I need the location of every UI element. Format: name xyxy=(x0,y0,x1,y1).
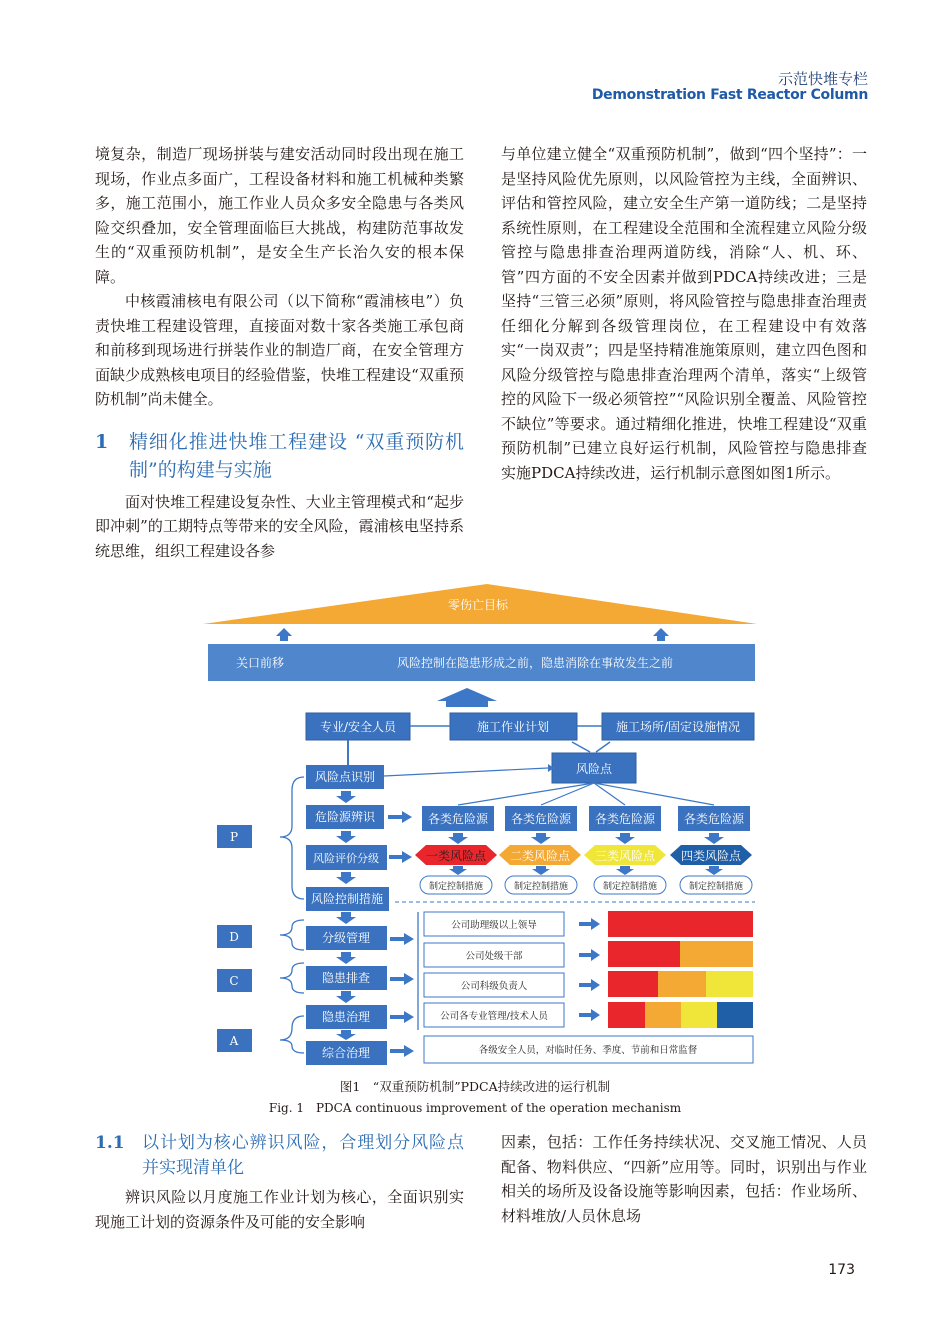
up-arrow-icon xyxy=(653,628,669,641)
section-number: 1 xyxy=(95,430,109,453)
paragraph: 面对快堆工程建设复杂性、大业主管理模式和“起步即冲刺”的工期特点等带来的安全风险，霞浦核电坚持系统思维，组织工程建设各参 xyxy=(95,492,464,560)
mgmt-level-label: 公司处级干部 xyxy=(465,951,523,962)
section-heading xyxy=(95,428,464,484)
risk-level-label: 四类风险点 xyxy=(680,849,742,863)
color-bar-segment xyxy=(680,941,753,967)
right-column xyxy=(501,142,867,485)
step-label: 风险评价分级 xyxy=(313,852,379,865)
risk-point-label: 风险点 xyxy=(575,762,613,776)
big-up-arrow-icon xyxy=(437,688,497,707)
hazard-label: 各类危险源 xyxy=(683,812,745,826)
color-bar-segment xyxy=(608,1002,645,1028)
figure-caption-cn: 图1 “双重预防机制”PDCA持续改进的运行机制 xyxy=(339,1079,611,1094)
mgmt-level-label: 公司助理级以上领导 xyxy=(451,920,537,931)
pdca-mechanism-diagram xyxy=(200,580,760,1070)
banner-left: 关口前移 xyxy=(236,656,285,670)
measure-label: 制定控制措施 xyxy=(688,882,744,892)
pdca-label: P xyxy=(229,830,239,844)
step-label: 分级管理 xyxy=(321,931,371,945)
mgmt-level-label: 公司科级负责人 xyxy=(460,981,528,992)
hazard-label: 各类危险源 xyxy=(510,812,572,826)
step-label: 综合治理 xyxy=(321,1046,371,1060)
mgmt-level-label: 公司各专业管理/技术人员 xyxy=(440,1011,548,1022)
left-column xyxy=(95,142,464,563)
color-bar-segment xyxy=(681,1002,717,1028)
paragraph: 辨识风险以月度施工作业计划为核心，全面识别实现施工计划的资源条件及可能的安全影响 xyxy=(95,1188,464,1231)
color-bar-segment xyxy=(717,1002,753,1028)
step-label: 风险控制措施 xyxy=(310,892,384,906)
color-bar-segment xyxy=(608,911,753,937)
subsection-title: 以计划为核心辨识风险，合理划分风险点并实现清单化 xyxy=(142,1133,464,1178)
left-column-bottom xyxy=(95,1131,464,1234)
right-column-bottom xyxy=(501,1130,867,1228)
pdca-label: A xyxy=(229,1034,239,1048)
color-bar-segment xyxy=(645,1002,681,1028)
measure-label: 制定控制措施 xyxy=(602,882,658,892)
step-label: 危险源辨识 xyxy=(314,810,376,824)
step-label: 隐患排查 xyxy=(321,971,371,985)
column-title-cn: 示范快堆专栏 xyxy=(777,70,868,88)
paragraph: 中核霞浦核电有限公司（以下简称“霞浦核电”）负责快堆工程建设管理，直接面对数十家各类施工承包商和前移到现场进行拼装作业的制造厂商，在安全管理方面缺少成熟核电项目的经验借鉴，快堆工程建设“双重预防机制”尚未健全。 xyxy=(95,292,464,408)
top-box-label: 施工作业计划 xyxy=(476,720,550,734)
risk-level-label: 二类风险点 xyxy=(509,849,571,863)
step-label: 隐患治理 xyxy=(321,1010,371,1024)
figure-caption-en: Fig. 1 PDCA continuous improvement of the operation mechanism xyxy=(268,1101,682,1115)
supervision-label: 各级安全人员，对临时任务、季度、节前和日常监督 xyxy=(478,1045,698,1056)
step-label: 风险点识别 xyxy=(314,770,376,784)
risk-level-label: 三类风险点 xyxy=(594,849,656,863)
banner-right: 风险控制在隐患形成之前，隐患消除在事故发生之前 xyxy=(396,656,674,670)
measure-label: 制定控制措施 xyxy=(428,882,484,892)
color-bar-segment xyxy=(608,971,658,997)
top-box-label: 专业/安全人员 xyxy=(319,720,397,734)
color-bar-segment xyxy=(658,971,706,997)
paragraph: 与单位建立健全“双重预防机制”，做到“四个坚持”：一是坚持风险优先原则，以风险管控为主线，全面辨识、评估和管控风险，建立安全生产第一道防线；二是坚持系统性原则，在工程建设全范围和全流程建立风险分级管控与隐患排查治理两道防线，消除“人、机、环、管”四方面的不安全因素并做到PDCA持续改进；三是坚持“三管三必须”原则，将风险管控与隐患排查治理责任细化分解到各级管理岗位，在工程建设中有效落实“一岗双责”；四是坚持精准施策原则，建立四色图和风险分级管控与隐患排查治理两个清单，落实“上级管控的风险下一级必须管控”“风险识别全覆盖、风险管控不缺位”等要求。通过精细化推进，快堆工程建设“双重预防机制”已建立良好运行机制，风险管控与隐患排查实施PDCA持续改进，运行机制示意图如图1所示。 xyxy=(501,145,867,482)
paragraph: 境复杂，制造厂现场拼装与建安活动同时段出现在施工现场，作业点多面广，工程设备材料和施工机械种类繁多，施工范围小，施工作业人员众多安全隐患与各类风险交织叠加，安全管理面临巨大挑战，构建防范事故发生的“双重预防机制”，是安全生产长治久安的根本保障。 xyxy=(95,145,464,286)
paragraph: 因素，包括：工作任务持续状况、交叉施工情况、人员配备、物料供应、“四新”应用等。同时，识别出与作业相关的场所及设备设施等影响因素，包括：作业场所、材料堆放/人员休息场 xyxy=(501,1133,867,1225)
column-title-en: Demonstration Fast Reactor Column xyxy=(591,87,868,103)
top-box-label: 施工场所/固定设施情况 xyxy=(615,720,741,734)
pdca-label: D xyxy=(229,930,239,944)
page-number: 173 xyxy=(828,1262,855,1278)
up-arrow-icon xyxy=(276,628,292,641)
pdca-label: C xyxy=(229,974,239,988)
section-title: 精细化推进快堆工程建设 “双重预防机制”的构建与实施 xyxy=(129,430,464,481)
subsection-number: 1.1 xyxy=(95,1133,125,1153)
hazard-label: 各类危险源 xyxy=(427,812,489,826)
measure-label: 制定控制措施 xyxy=(513,882,569,892)
color-bar-segment xyxy=(706,971,753,997)
risk-level-label: 一类风险点 xyxy=(425,849,487,863)
subsection-heading xyxy=(95,1131,464,1181)
goal-label: 零伤亡目标 xyxy=(447,598,509,612)
color-bar-segment xyxy=(608,941,680,967)
hazard-label: 各类危险源 xyxy=(594,812,656,826)
